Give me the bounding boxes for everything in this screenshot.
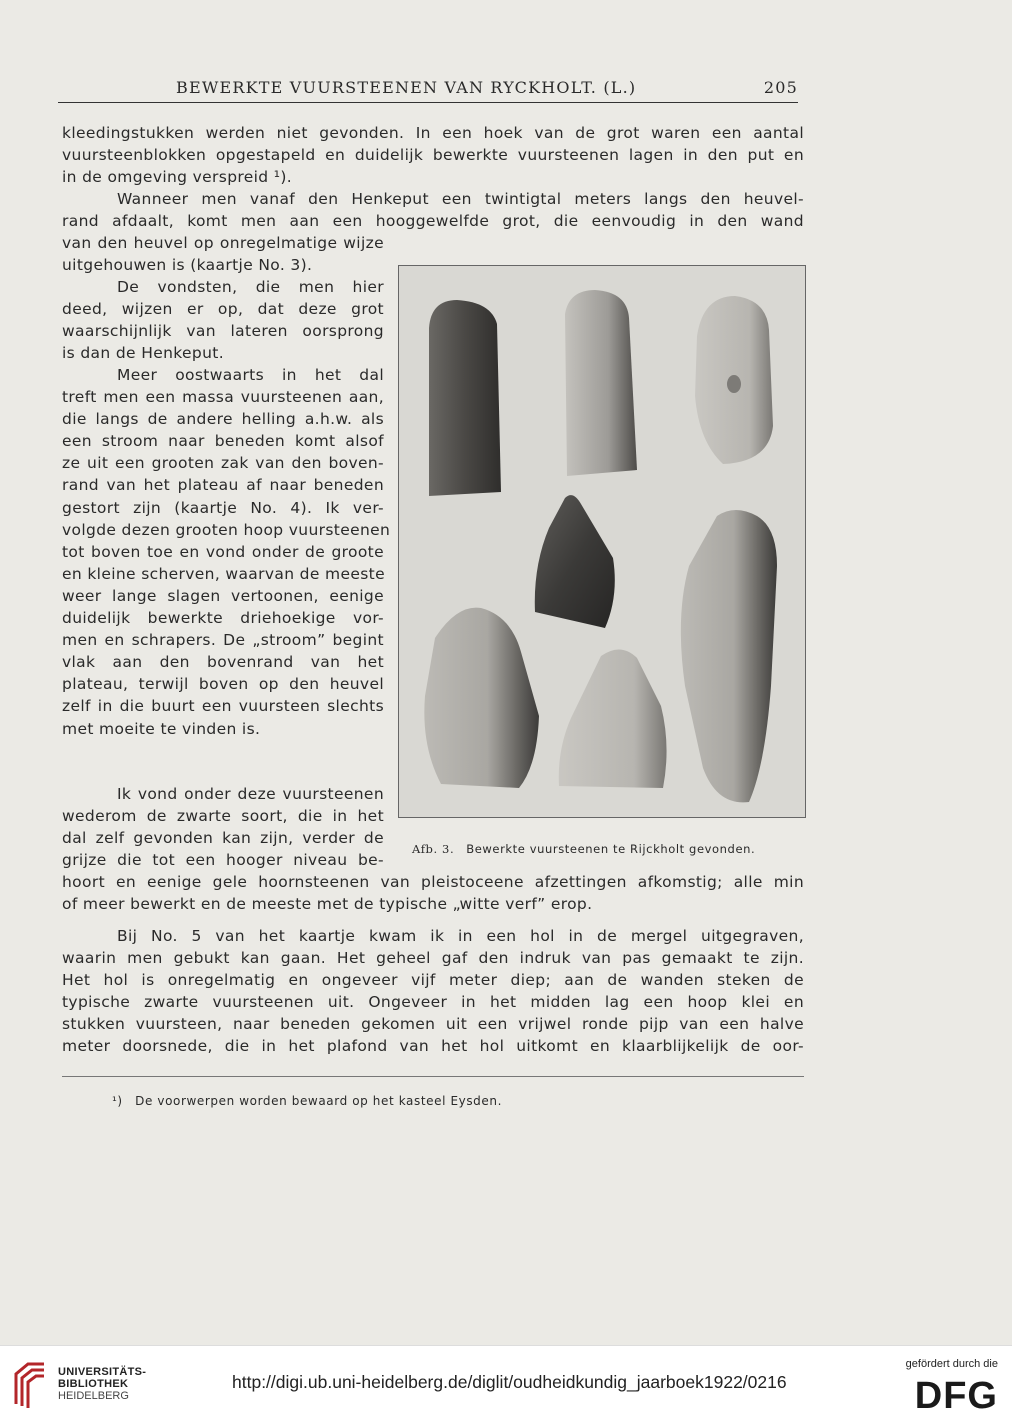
text-line: in de omgeving verspreid ¹).: [62, 168, 293, 187]
text-line: van den heuvel op onregelmatige wijze: [62, 234, 384, 252]
text-line: plateau, terwijl boven op den heuvel: [62, 675, 384, 694]
text-line: een stroom naar beneden komt alsof: [62, 432, 384, 451]
text-line: grijze die tot een hooger niveau be-: [62, 851, 384, 870]
text-line: uitgehouwen is (kaartje No. 3).: [62, 256, 313, 275]
text-line: Het hol is onregelmatig en ongeveer vijf meter diep; aan de wanden steken de: [62, 971, 804, 990]
text-line: is dan de Henkeput.: [62, 344, 224, 363]
text-line: meter doorsnede, die in het plafond van het hol uitkomt en klaarblijkelijk de oor-: [62, 1037, 804, 1056]
text-line: rand van het plateau af naar beneden: [62, 476, 384, 495]
text-line: waarin men gebukt kan gaan. Het geheel gaf den indruk van pas gemaakt te zijn.: [62, 949, 804, 968]
text-line: Bij No. 5 van het kaartje kwam ik in een hol in de mergel uitgegraven,: [117, 927, 804, 945]
library-line-1: UNIVERSITÄTS-: [58, 1366, 147, 1378]
text-line: wederom de zwarte soort, die in het: [62, 807, 384, 826]
text-line: en kleine scherven, waarvan de meeste: [62, 564, 385, 583]
figure-number: Afb. 3.: [412, 842, 455, 856]
flint-triangle-light: [559, 649, 667, 788]
paragraph-2-column: [62, 232, 384, 276]
paragraph-2: [62, 188, 804, 232]
library-line-2: BIBLIOTHEK: [58, 1378, 129, 1390]
text-line: vlak aan den bovenrand van het: [62, 653, 384, 672]
text-line: dal zelf gevonden kan zijn, verder de: [62, 829, 384, 848]
text-line: duidelijk bewerkte driehoekige vor-: [62, 609, 384, 628]
paragraph-5: [62, 871, 804, 915]
text-line: deed, wijzen er op, dat deze grot: [62, 300, 384, 319]
dfg-logo: DFG: [914, 1375, 998, 1417]
paragraph-6: [62, 925, 804, 1058]
text-line: De vondsten, die men hier: [117, 278, 384, 296]
footnote-text: De voorwerpen worden bewaard op het kasteel Eysden.: [135, 1094, 503, 1108]
text-line: rand afdaalt, komt men aan een hooggewelfde grot, die eenvoudig in den wand: [62, 212, 804, 231]
source-url-link[interactable]: http://digi.ub.uni-heidelberg.de/diglit/oudheidkundig_jaarboek1922/0216: [232, 1372, 787, 1392]
text-line: men en schrapers. De „stroom” begint: [62, 631, 384, 650]
footnote-marker: ¹): [112, 1094, 123, 1108]
paragraph-4: [62, 364, 391, 740]
text-line: met moeite te vinden is.: [62, 719, 261, 738]
text-line: typische zwarte vuursteenen uit. Ongeveer in het midden lag een hoop klei en: [62, 993, 804, 1012]
flint-core-large: [681, 510, 777, 802]
text-line: Meer oostwaarts in het dal: [117, 366, 384, 384]
paragraph-5-column: [62, 783, 384, 871]
text-line: ze uit een grooten zak van den boven-: [62, 454, 384, 473]
library-name: [58, 1366, 146, 1402]
flint-blade-grey: [565, 290, 637, 476]
text-line: Wanneer men vanaf den Henkeput een twintigtal meters langs den heuvel-: [117, 190, 804, 208]
flint-blade-dark: [429, 300, 501, 496]
text-line: hoort en eenige gele hoornsteenen van pleistoceene afzettingen afkomstig; alle min: [62, 873, 804, 891]
flint-point-dark: [535, 495, 615, 628]
running-title: BEWERKTE VUURSTEENEN VAN RYCKHOLT. (L.): [176, 78, 637, 97]
text-line: of meer bewerkt en de meeste met de typische „witte verf” erop.: [62, 895, 593, 914]
text-line: volgde dezen grooten hoop vuursteenen: [62, 520, 391, 539]
text-line: gestort zijn (kaartje No. 4). Ik ver-: [62, 498, 384, 517]
library-logo-icon: [10, 1360, 50, 1410]
flint-scraper-left: [424, 608, 539, 788]
footnote-rule: [62, 1076, 804, 1077]
text-line: zelf in die buurt een vuursteen slechts: [62, 697, 384, 716]
text-line: tot boven toe en vond onder de groote: [62, 542, 384, 561]
text-line: waarschijnlijk van lateren oorsprong: [62, 322, 384, 341]
page-number: 205: [763, 78, 798, 97]
text-line: stukken vuursteen, naar beneden gekomen uit een vrijwel ronde pijp van een halve: [62, 1015, 804, 1034]
text-line: treft men een massa vuursteenen aan,: [62, 388, 384, 407]
text-line: Ik vond onder deze vuursteenen: [117, 785, 384, 803]
paragraph-3: [62, 276, 384, 364]
header-rule: [58, 102, 798, 103]
text-line: weer lange slagen vertoonen, eenige: [62, 586, 384, 605]
flint-artifacts-photo: [398, 265, 806, 818]
footnote: [112, 1094, 502, 1108]
figure-caption-text: Bewerkte vuursteenen te Rijckholt gevonden.: [466, 842, 756, 856]
sponsor-label: gefördert durch die: [905, 1358, 998, 1370]
figure-caption: [412, 842, 755, 856]
library-line-3: HEIDELBERG: [58, 1390, 129, 1402]
text-line: kleedingstukken werden niet gevonden. In een hoek van de grot waren een aantal: [62, 124, 804, 142]
text-line: die langs de andere helling a.h.w. als: [62, 410, 384, 429]
footer-bar: [0, 1345, 1012, 1423]
paragraph-1: [62, 122, 804, 188]
text-line: vuursteenblokken opgestapeld en duidelijk bewerkte vuursteenen lagen in den put en: [62, 146, 804, 165]
